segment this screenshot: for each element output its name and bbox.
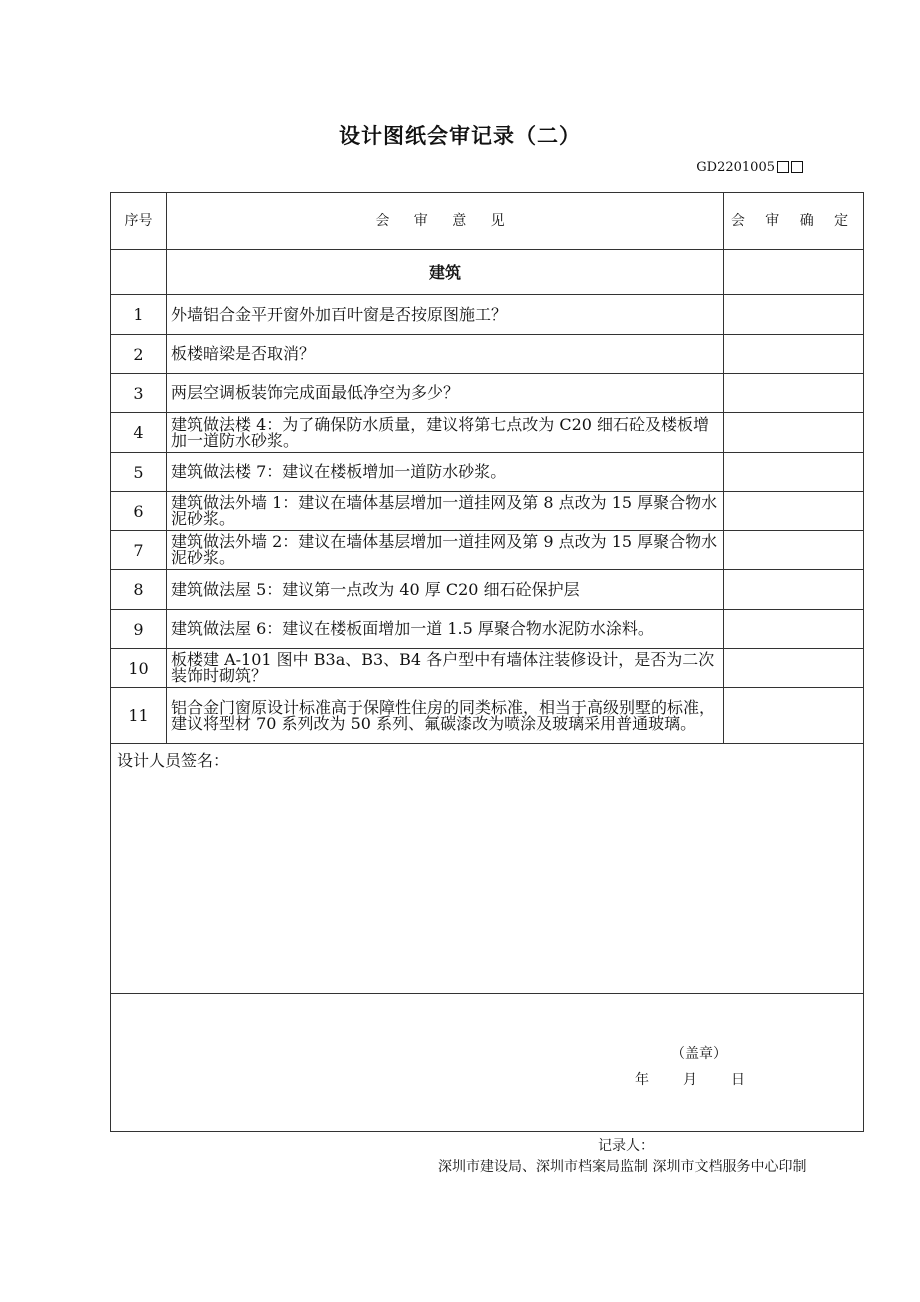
row-opinion: 板楼暗梁是否取消？ (167, 335, 724, 374)
row-opinion: 铝合金门窗原设计标准高于保障性住房的同类标准，相当于高级别墅的标准，建议将型材 70 系列改为 50 系列、氟碳漆改为喷涂及玻璃采用普通玻璃。 (167, 688, 724, 744)
table-row (111, 649, 864, 688)
checkbox-1[interactable] (777, 161, 789, 173)
row-number: 4 (111, 413, 167, 453)
recorder-label: 记录人： (598, 1138, 654, 1154)
page-title: 设计图纸会审记录（二） (339, 124, 581, 148)
date-month: 月 (683, 1072, 697, 1088)
section-row (111, 250, 864, 295)
row-number: 9 (111, 610, 167, 649)
row-confirm[interactable] (724, 335, 864, 374)
designer-sign-row (111, 744, 864, 994)
row-number: 6 (111, 492, 167, 531)
row-opinion: 建筑做法楼 7：建议在楼板增加一道防水砂浆。 (167, 453, 724, 492)
header-confirm: 会 审 确 定 (724, 193, 864, 250)
row-opinion: 建筑做法楼 4：为了确保防水质量，建议将第七点改为 C20 细石砼及楼板增加一道防水砂浆。 (167, 413, 724, 453)
section-title: 建筑 (167, 250, 724, 295)
document-number (600, 160, 803, 175)
row-opinion: 外墙铝合金平开窗外加百叶窗是否按原图施工？ (167, 295, 724, 335)
row-number: 5 (111, 453, 167, 492)
table-row (111, 413, 864, 453)
row-opinion: 建筑做法外墙 2：建议在墙体基层增加一道挂网及第 9 点改为 15 厚聚合物水泥砂浆。 (167, 531, 724, 570)
table-row (111, 610, 864, 649)
stamp-cell (111, 994, 864, 1132)
row-confirm[interactable] (724, 531, 864, 570)
review-table-frame (110, 192, 863, 1133)
row-opinion: 建筑做法屋 6：建议在楼板面增加一道 1.5 厚聚合物水泥防水涂料。 (167, 610, 724, 649)
row-number: 10 (111, 649, 167, 688)
row-confirm[interactable] (724, 453, 864, 492)
row-confirm[interactable] (724, 688, 864, 744)
checkbox-2[interactable] (791, 161, 803, 173)
row-confirm[interactable] (724, 610, 864, 649)
designer-sign-label: 设计人员签名： (111, 744, 864, 994)
table-row (111, 688, 864, 744)
row-number: 11 (111, 688, 167, 744)
row-confirm[interactable] (724, 374, 864, 413)
row-number: 7 (111, 531, 167, 570)
row-number: 1 (111, 295, 167, 335)
table-row (111, 453, 864, 492)
table-row (111, 374, 864, 413)
stamp-label: （盖章） (671, 1046, 727, 1062)
table-row (111, 492, 864, 531)
row-confirm[interactable] (724, 295, 864, 335)
table-row (111, 335, 864, 374)
review-table (110, 192, 864, 1132)
date-day: 日 (731, 1072, 745, 1088)
row-confirm[interactable] (724, 413, 864, 453)
section-no-cell (111, 250, 167, 295)
row-number: 8 (111, 570, 167, 610)
row-opinion: 板楼建 A-101 图中 B3a、B3、B4 各户型中有墙体注装修设计，是否为二次装饰时砌筑？ (167, 649, 724, 688)
table-body (111, 295, 864, 744)
table-row (111, 570, 864, 610)
row-confirm[interactable] (724, 492, 864, 531)
row-confirm[interactable] (724, 570, 864, 610)
document-number-text: GD2201005 (696, 160, 775, 175)
table-row (111, 295, 864, 335)
header-opinion: 会 审 意 见 (167, 193, 724, 250)
section-confirm-cell (724, 250, 864, 295)
date-line (635, 1072, 779, 1089)
row-confirm[interactable] (724, 649, 864, 688)
row-opinion: 建筑做法外墙 1：建议在墙体基层增加一道挂网及第 8 点改为 15 厚聚合物水泥砂浆。 (167, 492, 724, 531)
row-number: 2 (111, 335, 167, 374)
date-year: 年 (635, 1072, 649, 1088)
row-opinion: 两层空调板装饰完成面最低净空为多少？ (167, 374, 724, 413)
header-row (111, 193, 864, 250)
header-no: 序号 (111, 193, 167, 250)
stamp-row (111, 994, 864, 1132)
footer-text: 深圳市建设局、深圳市档案局监制 深圳市文档服务中心印制 (438, 1159, 807, 1175)
row-opinion: 建筑做法屋 5：建议第一点改为 40 厚 C20 细石砼保护层 (167, 570, 724, 610)
table-row (111, 531, 864, 570)
row-number: 3 (111, 374, 167, 413)
